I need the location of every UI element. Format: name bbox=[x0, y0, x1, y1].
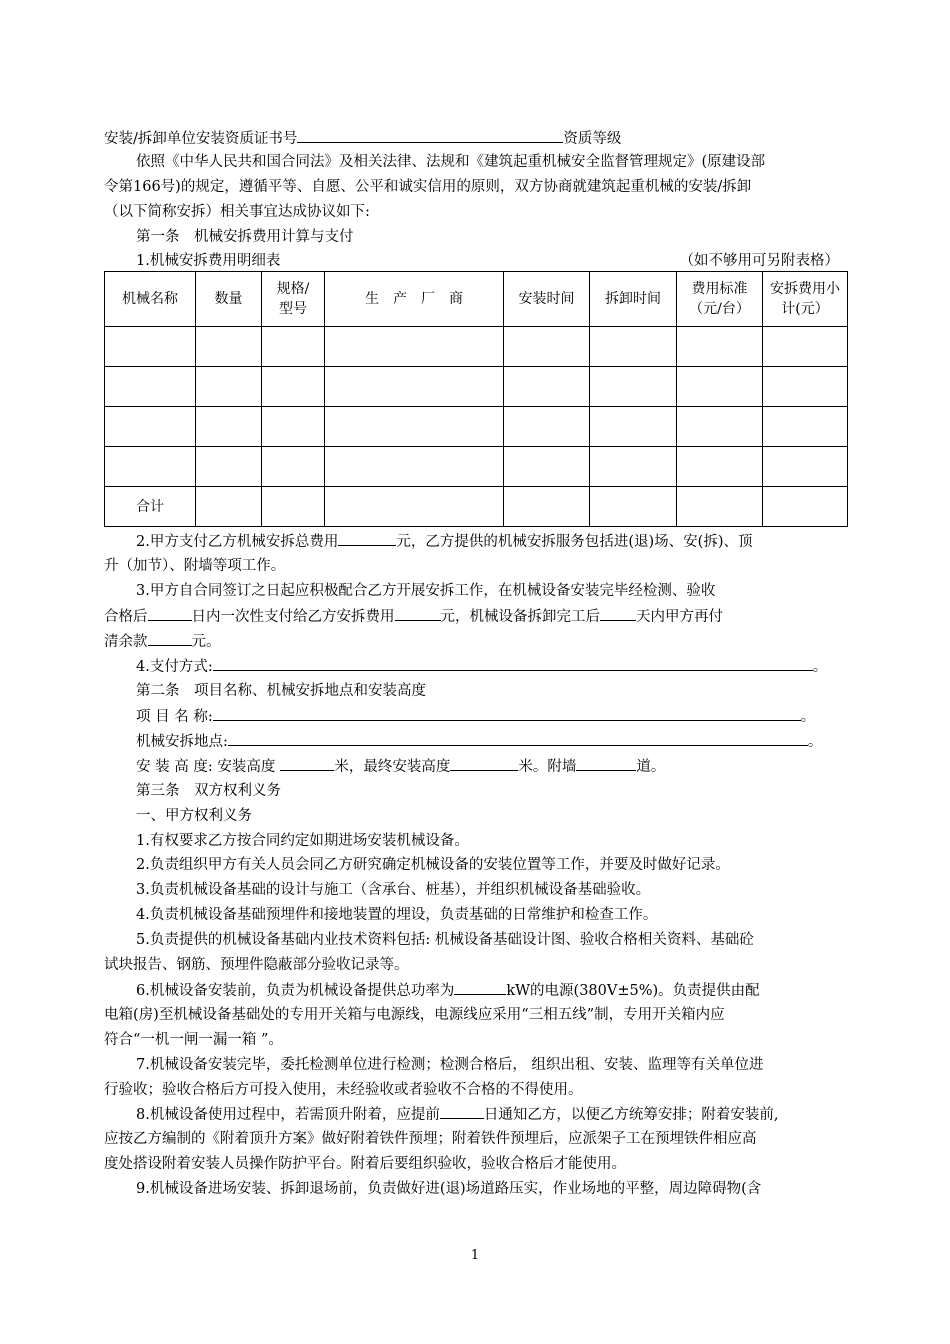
payment-method-line bbox=[104, 656, 849, 677]
table-cell[interactable] bbox=[262, 367, 325, 407]
clause-3-line-2 bbox=[104, 606, 849, 627]
header-install-time: 安装时间 bbox=[504, 272, 590, 327]
article-1-title: 第一条 机械安拆费用计算与支付 bbox=[136, 229, 354, 245]
table-cell[interactable] bbox=[325, 447, 504, 487]
text: 米，最终安装高度 bbox=[334, 759, 451, 775]
table-row bbox=[105, 407, 848, 447]
balance-days-blank[interactable] bbox=[600, 606, 636, 621]
table-cell[interactable] bbox=[325, 367, 504, 407]
table-row bbox=[105, 447, 848, 487]
text: 。 bbox=[812, 659, 828, 675]
table-cell[interactable] bbox=[196, 487, 262, 527]
party-a-heading: 一、甲方权利义务 bbox=[136, 808, 252, 824]
text: 元，机械设备拆卸完工后 bbox=[440, 609, 600, 625]
site-line bbox=[104, 731, 849, 752]
text: 米。附墙 bbox=[518, 759, 577, 775]
clause-2-line-1 bbox=[104, 531, 849, 552]
clause-3-line-3 bbox=[104, 631, 849, 652]
table-cell[interactable] bbox=[504, 447, 590, 487]
item-8-line-1 bbox=[104, 1104, 849, 1125]
cert-label: 安装/拆卸单位安装资质证书号 bbox=[104, 131, 298, 147]
table-cell[interactable] bbox=[504, 407, 590, 447]
intro-line-1: 依照《中华人民共和国合同法》及相关法律、法规和《建筑起重机械安全监督管理规定》(原建设部 bbox=[136, 154, 766, 170]
item-7-line-1: 7.机械设备安装完毕，委托检测单位进行检测；检测合格后， 组织出租、安装、监理等有关单位进 bbox=[136, 1057, 764, 1073]
table-row bbox=[105, 327, 848, 367]
final-height-blank[interactable] bbox=[450, 756, 518, 771]
table-cell[interactable] bbox=[262, 447, 325, 487]
balance-blank[interactable] bbox=[148, 631, 192, 646]
power-blank[interactable] bbox=[454, 980, 506, 995]
project-name-line bbox=[104, 706, 849, 727]
item-5-line-1: 5.负责提供的机械设备基础内业技术资料包括: 机械设备基础设计图、验收合格相关资料、基础砼 bbox=[136, 932, 754, 948]
article-2-title: 第二条 项目名称、机械安拆地点和安装高度 bbox=[136, 683, 426, 699]
text: 元。 bbox=[191, 634, 221, 650]
clause-2-line-2: 升（加节）、附墙等项工作。 bbox=[104, 558, 286, 574]
table-cell[interactable] bbox=[677, 407, 763, 447]
table-cell[interactable] bbox=[590, 367, 677, 407]
table-cell[interactable] bbox=[262, 327, 325, 367]
item-5-line-2: 试块报告、钢筋、预埋件隐蔽部分验收记录等。 bbox=[104, 957, 409, 973]
item-6-line-2: 电箱(房)至机械设备基础处的专用开关箱与电源线，电源线应采用“三相五线”制，专用开关箱内应 bbox=[104, 1007, 725, 1023]
table-cell[interactable] bbox=[763, 487, 848, 527]
total-label: 合计 bbox=[105, 487, 196, 527]
table-cell[interactable] bbox=[677, 367, 763, 407]
table-cell[interactable] bbox=[677, 487, 763, 527]
days-blank[interactable] bbox=[148, 606, 192, 621]
item-7-line-2: 行验收；验收合格后方可投入使用，未经验收或者验收不合格的不得使用。 bbox=[104, 1082, 583, 1098]
table-title: 1.机械安拆费用明细表 bbox=[106, 251, 280, 272]
table-cell[interactable] bbox=[763, 407, 848, 447]
text: 清余款 bbox=[104, 634, 148, 650]
table-cell[interactable] bbox=[325, 407, 504, 447]
text: 元，乙方提供的机械安拆服务包括进(退)场、安(拆)、顶 bbox=[396, 534, 753, 550]
item-8-line-2: 应按乙方编制的《附着顶升方案》做好附着铁件预埋；附着铁件预埋后，应派架子工在预埋铁件相应高 bbox=[104, 1131, 757, 1147]
table-cell[interactable] bbox=[763, 367, 848, 407]
text: 安 装 高 度: 安装高度 bbox=[136, 759, 276, 775]
intro-line-2: 令第166号)的规定，遵循平等、自愿、公平和诚实信用的原则，双方协商就建筑起重机械的安装/拆卸 bbox=[104, 179, 752, 195]
table-cell[interactable] bbox=[590, 487, 677, 527]
text: 合格后 bbox=[104, 609, 148, 625]
item-4: 4.负责机械设备基础预埋件和接地装置的埋设，负责基础的日常维护和检查工作。 bbox=[136, 907, 658, 923]
article-3-title: 第三条 双方权利义务 bbox=[136, 783, 281, 799]
project-name-blank[interactable] bbox=[213, 706, 801, 721]
text: 天内甲方再付 bbox=[636, 609, 723, 625]
table-cell[interactable] bbox=[196, 407, 262, 447]
fee-blank[interactable] bbox=[395, 606, 441, 621]
qualification-line bbox=[104, 128, 849, 149]
intro-line-3: （以下简称安拆）相关事宜达成协议如下: bbox=[104, 204, 370, 220]
grade-label: 资质等级 bbox=[563, 131, 622, 147]
text: 日内一次性支付给乙方安拆费用 bbox=[191, 609, 395, 625]
project-name-label: 项 目 名 称: bbox=[136, 709, 213, 725]
text: 2.甲方支付乙方机械安拆总费用 bbox=[136, 534, 339, 550]
table-title-row bbox=[104, 251, 849, 272]
table-cell[interactable] bbox=[763, 447, 848, 487]
table-cell[interactable] bbox=[105, 367, 196, 407]
table-cell[interactable] bbox=[325, 487, 504, 527]
notice-days-blank[interactable] bbox=[440, 1104, 484, 1119]
table-cell[interactable] bbox=[262, 407, 325, 447]
install-height-blank[interactable] bbox=[280, 756, 334, 771]
payment-method-blank[interactable] bbox=[213, 656, 813, 671]
table-cell[interactable] bbox=[105, 327, 196, 367]
fee-table bbox=[104, 271, 848, 527]
item-6-line-1 bbox=[104, 980, 849, 1001]
site-label: 机械安拆地点: bbox=[136, 734, 228, 750]
table-note: （如不够用可另附表格） bbox=[679, 253, 839, 269]
item-9: 9.机械设备进场安装、拆卸退场前，负责做好进(退)场道路压实，作业场地的平整，周边障碍物(含 bbox=[136, 1181, 762, 1197]
text: kW的电源(380V±5%)。负责提供由配 bbox=[506, 983, 760, 999]
table-cell[interactable] bbox=[677, 327, 763, 367]
payment-method-label: 4.支付方式: bbox=[136, 659, 213, 675]
table-cell[interactable] bbox=[262, 487, 325, 527]
height-line bbox=[104, 756, 849, 777]
table-cell[interactable] bbox=[504, 487, 590, 527]
table-total-row bbox=[105, 487, 848, 527]
text: 。 bbox=[800, 709, 816, 725]
table-cell[interactable] bbox=[590, 407, 677, 447]
header-machine-name: 机械名称 bbox=[105, 272, 196, 327]
table-cell[interactable] bbox=[504, 327, 590, 367]
table-header-row bbox=[105, 272, 848, 327]
table-cell[interactable] bbox=[504, 367, 590, 407]
text: 道。 bbox=[636, 759, 666, 775]
table-cell[interactable] bbox=[105, 447, 196, 487]
item-2: 2.负责组织甲方有关人员会同乙方研究确定机械设备的安装位置等工作，并要及时做好记录。 bbox=[136, 857, 730, 873]
text: 8.机械设备使用过程中，若需顶升附着，应提前 bbox=[136, 1107, 440, 1123]
wall-ties-blank[interactable] bbox=[576, 756, 636, 771]
header-manufacturer: 生 产 厂 商 bbox=[325, 272, 504, 327]
item-6-line-3: 符合“一机一闸一漏一箱 ”。 bbox=[104, 1032, 283, 1048]
header-quantity: 数量 bbox=[196, 272, 262, 327]
table-cell[interactable] bbox=[105, 407, 196, 447]
header-dismantle-time: 拆卸时间 bbox=[590, 272, 677, 327]
item-1: 1.有权要求乙方按合同约定如期进场安装机械设备。 bbox=[136, 833, 469, 849]
header-subtotal: 安拆费用小计(元） bbox=[763, 272, 848, 327]
site-blank[interactable] bbox=[228, 731, 808, 746]
table-cell[interactable] bbox=[677, 447, 763, 487]
table-cell[interactable] bbox=[196, 367, 262, 407]
table-cell[interactable] bbox=[196, 447, 262, 487]
table-row bbox=[105, 367, 848, 407]
page-number: 1 bbox=[470, 1248, 480, 1263]
header-fee-standard: 费用标准（元/台） bbox=[677, 272, 763, 327]
text: 日通知乙方，以便乙方统筹安排；附着安装前, bbox=[483, 1107, 779, 1123]
table-cell[interactable] bbox=[590, 327, 677, 367]
cert-number-blank[interactable] bbox=[297, 128, 563, 143]
header-model: 规格/型号 bbox=[262, 272, 325, 327]
table-cell[interactable] bbox=[763, 327, 848, 367]
item-8-line-3: 度处搭设附着安装人员操作防护平台。附着后要组织验收，验收合格后才能使用。 bbox=[104, 1156, 626, 1172]
text: 6.机械设备安装前，负责为机械设备提供总功率为 bbox=[136, 983, 455, 999]
table-cell[interactable] bbox=[325, 327, 504, 367]
table-cell[interactable] bbox=[196, 327, 262, 367]
table-cell[interactable] bbox=[590, 447, 677, 487]
total-fee-blank[interactable] bbox=[338, 531, 396, 546]
clause-3-line-1: 3.甲方自合同签订之日起应积极配合乙方开展安拆工作，在机械设备安装完毕经检测、验收 bbox=[136, 583, 716, 599]
text: 。 bbox=[807, 734, 823, 750]
item-3: 3.负责机械设备基础的设计与施工（含承台、桩基），并组织机械设备基础验收。 bbox=[136, 882, 651, 898]
